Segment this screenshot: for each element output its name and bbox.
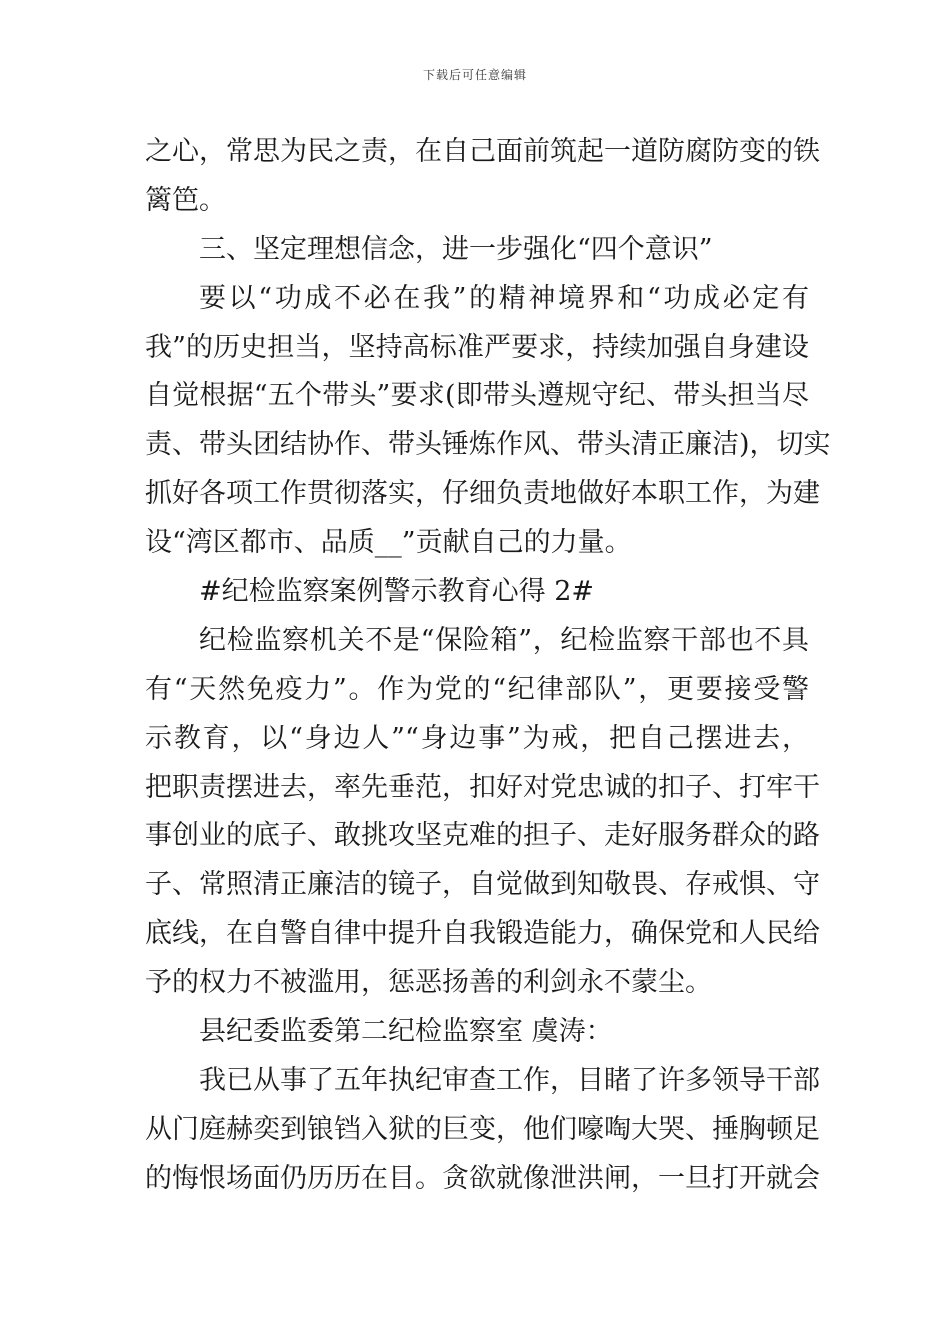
text-line: 我已从事了五年执纪审查工作，目睹了许多领导干部 bbox=[199, 1064, 820, 1096]
text-line: 把职责摆进去，率先垂范，扣好对党忠诚的扣子、打牢干 bbox=[145, 771, 820, 803]
text-line: 要以“功成不必在我”的精神境界和“功成必定有 bbox=[199, 282, 809, 314]
text-line: 纪检监察机关不是“保险箱”，纪检监察干部也不具 bbox=[199, 624, 809, 656]
text-line: 设“湾区都市、品质__”贡献自己的力量。 bbox=[145, 527, 632, 559]
text-line: 予的权力不被滥用，惩恶扬善的利剑永不蒙尘。 bbox=[145, 967, 712, 999]
text-line: 篱笆。 bbox=[145, 184, 226, 216]
text-line: 责、带头团结协作、带头锤炼作风、带头清正廉洁)，切实 bbox=[145, 429, 831, 461]
author-line: 县纪委监委第二纪检监察室 虞涛： bbox=[199, 1016, 613, 1048]
section-heading: #纪检监察案例警示教育心得 2# bbox=[199, 576, 595, 608]
text-line: 底线，在自警自律中提升自我锻造能力，确保党和人民给 bbox=[145, 918, 820, 950]
document-body bbox=[145, 128, 831, 1204]
header-note: 下载后可任意编辑 bbox=[422, 68, 527, 82]
text-line: 自觉根据“五个带头”要求(即带头遵规守纪、带头担当尽 bbox=[145, 380, 809, 412]
text-line: 我”的历史担当，坚持高标准严要求，持续加强自身建设 bbox=[145, 331, 809, 363]
text-line: 之心，常思为民之责，在自己面前筑起一道防腐防变的铁 bbox=[145, 136, 820, 167]
text-line: 从门庭赫奕到锒铛入狱的巨变，他们嚎啕大哭、捶胸顿足 bbox=[145, 1113, 820, 1145]
text-line: 事创业的底子、敢挑攻坚克难的担子、走好服务群众的路 bbox=[145, 820, 820, 852]
text-line: 有“天然免疫力”。作为党的“纪律部队”，更要接受警 bbox=[145, 673, 809, 705]
text-line: 示教育，以“身边人”“身边事”为戒，把自己摆进去， bbox=[145, 722, 809, 754]
text-line: 抓好各项工作贯彻落实，仔细负责地做好本职工作，为建 bbox=[145, 478, 820, 510]
text-line: 子、常照清正廉洁的镜子，自觉做到知敬畏、存戒惧、守 bbox=[145, 869, 820, 901]
section-heading: 三、坚定理想信念，进一步强化“四个意识” bbox=[199, 233, 713, 265]
text-line: 的悔恨场面仍历历在目。贪欲就像泄洪闸，一旦打开就会 bbox=[145, 1162, 820, 1194]
